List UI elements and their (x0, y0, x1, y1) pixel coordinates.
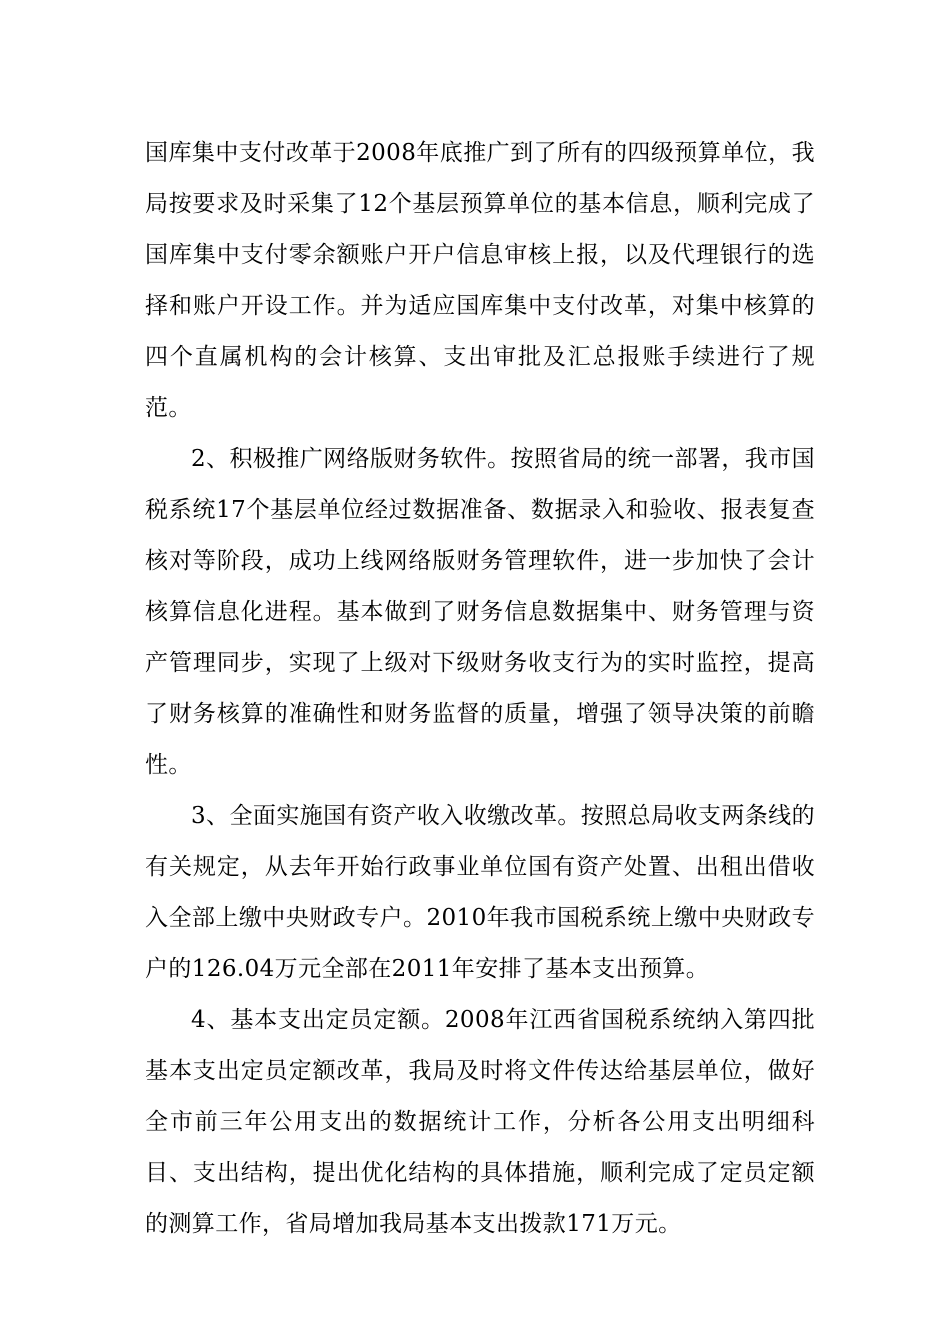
paragraph-state-asset-income: 3、全面实施国有资产收入收缴改革。按照总局收支两条线的有关规定，从去年开始行政事业单位国有资产处置、出租出借收入全部上缴中央财政专户。2010年我市国税系统上缴中央财政专户的126.04万元全部在2011年安排了基本支出预算。 (145, 803, 815, 982)
paragraph-treasury-payment: 国库集中支付改革于2008年底推广到了所有的四级预算单位，我局按要求及时采集了12个基层预算单位的基本信息，顺利完成了国库集中支付零余额账户开户信息审核上报，以及代理银行的选择和账户开设工作。并为适应国库集中支付改革，对集中核算的四个直属机构的会计核算、支出审批及汇总报账手续进行了规范。 (145, 140, 815, 421)
document-body (145, 128, 815, 1250)
paragraph-finance-software: 2、积极推广网络版财务软件。按照省局的统一部署，我市国税系统17个基层单位经过数据准备、数据录入和验收、报表复查核对等阶段，成功上线网络版财务管理软件，进一步加快了会计核算信息化进程。基本做到了财务信息数据集中、财务管理与资产管理同步，实现了上级对下级财务收支行为的实时监控，提高了财务核算的准确性和财务监督的质量，增强了领导决策的前瞻性。 (145, 446, 815, 778)
paragraph-staffing-quota: 4、基本支出定员定额。2008年江西省国税系统纳入第四批基本支出定员定额改革，我局及时将文件传达给基层单位，做好全市前三年公用支出的数据统计工作，分析各公用支出明细科目、支出结构，提出优化结构的具体措施，顺利完成了定员定额的测算工作，省局增加我局基本支出拨款171万元。 (145, 1007, 815, 1237)
